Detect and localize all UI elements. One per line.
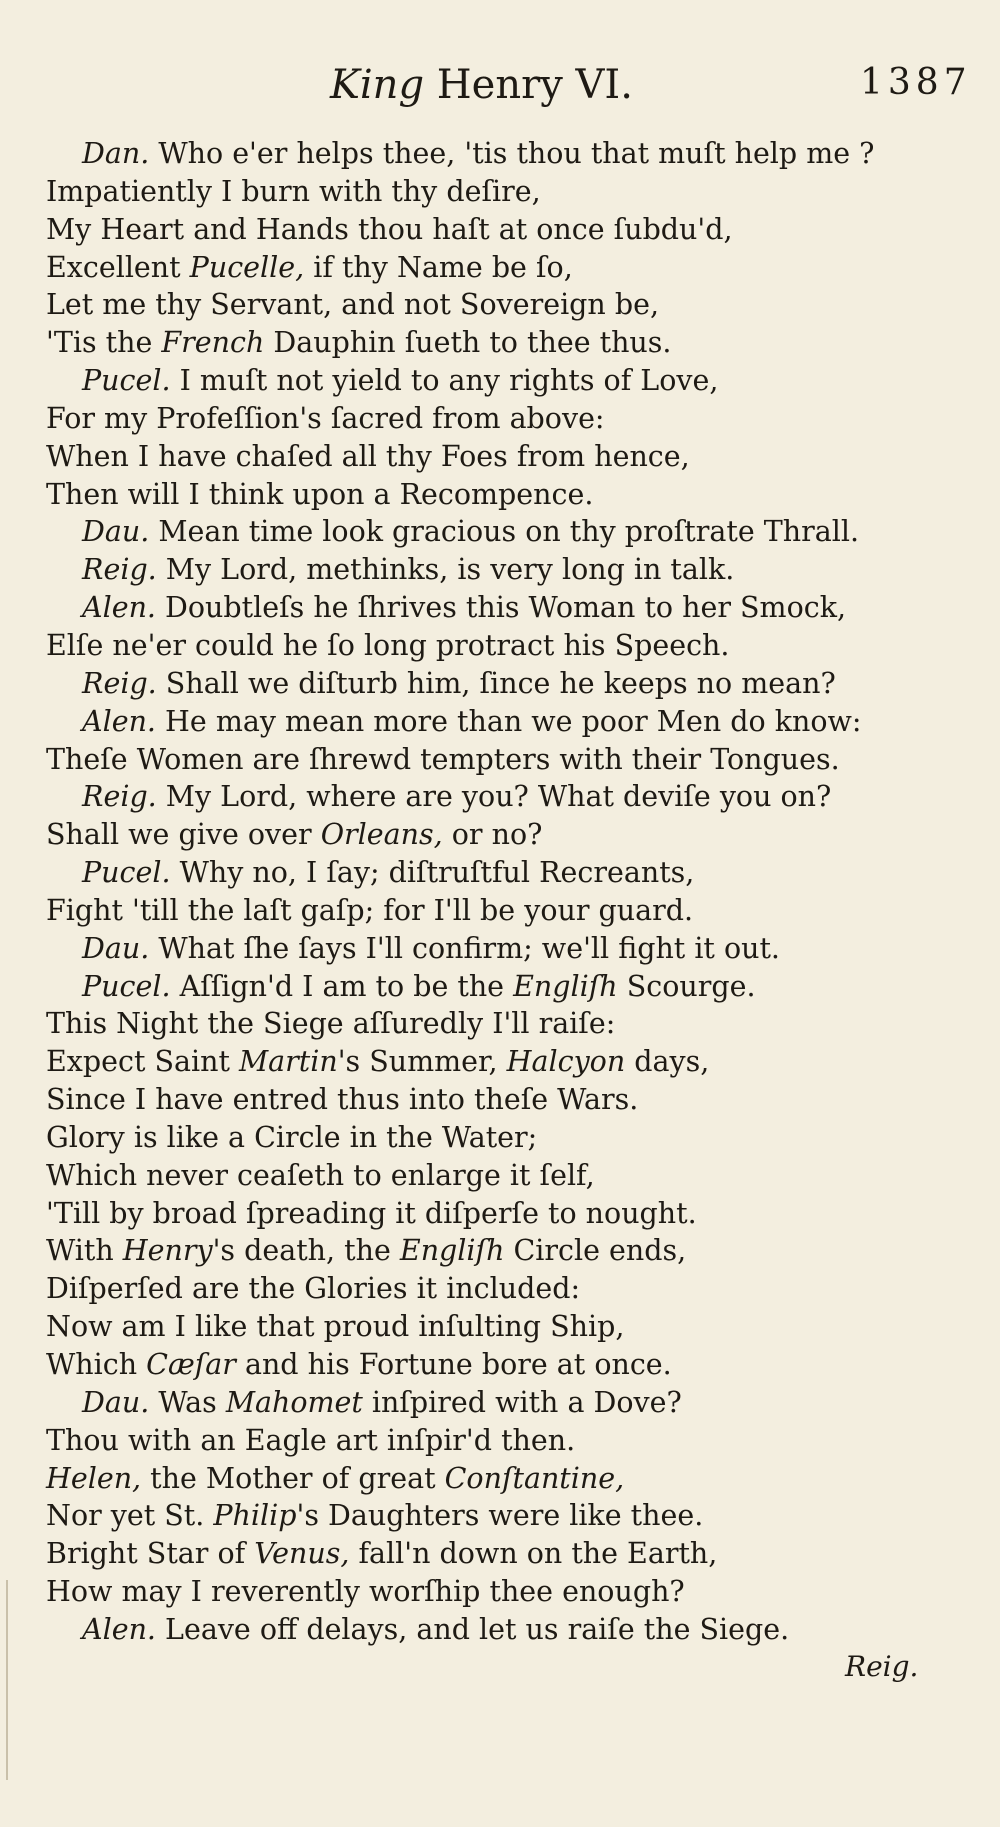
italic-text: Reig. <box>82 553 157 587</box>
verse-text <box>46 135 956 1649</box>
verse-line <box>46 589 956 627</box>
roman-text: Why no, I ſay; diſtruſtful Recreants, <box>170 856 695 890</box>
roman-text: This Night the Siege aſſuredly I'll raiſe: <box>46 1007 616 1041</box>
roman-text: Aſſign'd I am to be the <box>170 969 514 1003</box>
roman-text: My Lord, methinks, is very long in talk. <box>156 553 735 587</box>
roman-text: and his Fortune bore at once. <box>235 1348 672 1381</box>
margin-edge <box>6 1580 8 1780</box>
italic-text: Mahomet <box>225 1385 363 1419</box>
verse-line <box>46 1346 956 1384</box>
verse-line <box>46 476 956 514</box>
roman-text: the Mother of great <box>141 1461 445 1495</box>
verse-line <box>46 249 956 287</box>
roman-text: 's Daughters were like thee. <box>296 1499 704 1533</box>
verse-line <box>46 741 956 779</box>
roman-text: Which <box>46 1348 147 1381</box>
italic-text: Conſtantine, <box>444 1461 625 1495</box>
verse-line <box>46 930 956 968</box>
verse-line <box>46 551 956 589</box>
roman-text: Bright Star of <box>46 1537 255 1571</box>
roman-text: Which never ceaſeth to enlarge it ſelf, <box>46 1158 595 1192</box>
verse-line <box>46 778 956 816</box>
italic-text: Martin <box>238 1045 338 1079</box>
roman-text: Thou with an Eagle art inſpir'd then. <box>46 1423 576 1457</box>
italic-text: Cæſar <box>146 1348 236 1381</box>
catchword: Reig. <box>845 1650 919 1683</box>
verse-line <box>46 135 956 173</box>
verse-line <box>46 1157 956 1195</box>
verse-line <box>46 286 956 324</box>
roman-text: Who e'er helps thee, 'tis thou that muſt help me ? <box>149 137 875 170</box>
verse-line <box>46 703 956 741</box>
roman-text: What ſhe ſays I'll confirm; we'll fight it out. <box>149 931 780 965</box>
roman-text: Scourge. <box>617 969 756 1003</box>
roman-text: Expect Saint <box>46 1045 239 1079</box>
verse-line <box>46 1422 956 1460</box>
verse-line <box>46 1043 956 1081</box>
italic-text: Henry <box>122 1234 213 1268</box>
roman-text: With <box>46 1234 123 1268</box>
verse-line <box>46 1573 956 1611</box>
running-title <box>330 62 633 108</box>
verse-line <box>46 1232 956 1270</box>
verse-line <box>46 400 956 438</box>
italic-text: Pucel. <box>82 364 171 398</box>
italic-text: Pucelle, <box>189 250 305 284</box>
roman-text: For my Profeſſion's ſacred from above: <box>46 401 605 435</box>
roman-text: Theſe Women are ſhrewd tempters with their Tongues. <box>46 742 840 776</box>
verse-line <box>46 211 956 249</box>
verse-line <box>46 1195 956 1233</box>
italic-text: Alen. <box>82 1612 156 1646</box>
verse-line <box>46 1497 956 1535</box>
verse-line <box>46 1535 956 1573</box>
roman-text: Diſperſed are the Glories it included: <box>46 1272 581 1306</box>
verse-line <box>46 1081 956 1119</box>
roman-text: Impatiently I burn with thy deſire, <box>46 174 541 208</box>
roman-text: Glory is like a Circle in the Water; <box>46 1120 538 1154</box>
roman-text: When I have chaſed all thy Foes from hence, <box>46 439 690 473</box>
verse-line <box>46 1460 956 1498</box>
verse-line <box>46 627 956 665</box>
verse-line <box>46 1005 956 1043</box>
roman-text: 's death, the <box>212 1234 400 1268</box>
italic-text: Engliſh <box>399 1234 505 1268</box>
verse-line <box>46 1308 956 1346</box>
italic-text: Dau. <box>82 931 150 965</box>
italic-text: Alen. <box>82 591 156 625</box>
italic-text: Dan. <box>82 137 150 170</box>
roman-text: Doubtleſs he ſhrives this Woman to her Smock, <box>155 591 847 625</box>
italic-text: French <box>161 326 265 360</box>
roman-text: Shall we diſturb him, ſince he keeps no mean? <box>156 666 836 700</box>
running-header <box>0 62 1000 122</box>
roman-text: Circle ends, <box>504 1234 687 1268</box>
roman-text: My Heart and Hands thou haſt at once ſubdu'd, <box>46 212 733 246</box>
verse-line <box>46 438 956 476</box>
verse-line <box>46 968 956 1006</box>
verse-line <box>46 513 956 551</box>
italic-text: Reig. <box>82 666 157 700</box>
verse-line <box>46 1270 956 1308</box>
italic-text: Helen, <box>46 1461 142 1495</box>
roman-text: Dauphin ſueth to thee thus. <box>264 326 672 360</box>
roman-text: Fight 'till the laſt gaſp; for I'll be your guard. <box>46 893 694 927</box>
roman-text: days, <box>625 1045 710 1079</box>
roman-text: Was <box>149 1385 226 1419</box>
roman-text: 's Summer, <box>337 1045 507 1079</box>
italic-text: Dau. <box>82 1385 150 1419</box>
verse-line <box>46 854 956 892</box>
roman-text: Excellent <box>46 250 190 284</box>
italic-text: Alen. <box>82 704 156 738</box>
roman-text: if thy Name be ſo, <box>304 250 573 284</box>
verse-line <box>46 362 956 400</box>
roman-text: My Lord, where are you? What deviſe you on? <box>156 780 832 814</box>
verse-line <box>46 816 956 854</box>
page-number: 1387 <box>860 62 972 103</box>
verse-line <box>46 1119 956 1157</box>
verse-line <box>46 173 956 211</box>
italic-text: Orleans, <box>320 818 443 852</box>
running-title-italic: King <box>330 62 425 108</box>
roman-text: 'Till by broad ſpreading it diſperſe to nought. <box>46 1196 697 1230</box>
roman-text: Shall we give over <box>46 818 321 852</box>
roman-text: I muſt not yield to any rights of Love, <box>170 364 719 398</box>
italic-text: Dau. <box>82 515 150 549</box>
roman-text: fall'n down on the Earth, <box>349 1537 718 1571</box>
verse-line <box>46 665 956 703</box>
roman-text: Let me thy Servant, and not Sovereign be, <box>46 288 660 322</box>
italic-text: Engliſh <box>513 969 618 1003</box>
roman-text: Elſe ne'er could he ſo long protract his Speech. <box>46 628 730 662</box>
italic-text: Reig. <box>82 780 157 814</box>
roman-text: Nor yet St. <box>46 1499 214 1533</box>
verse-line <box>46 1384 956 1422</box>
verse-line <box>46 892 956 930</box>
italic-text: Philip <box>213 1499 297 1533</box>
roman-text: Now am I like that proud inſulting Ship, <box>46 1310 625 1344</box>
roman-text: Then will I think upon a Recompence. <box>46 477 594 511</box>
roman-text: Since I have entred thus into theſe Wars. <box>46 1083 639 1117</box>
roman-text: How may I reverently worſhip thee enough? <box>46 1575 685 1609</box>
roman-text: Leave off delays, and let us raiſe the Siege. <box>155 1612 790 1646</box>
roman-text: Mean time look gracious on thy proſtrate Thrall. <box>149 515 860 549</box>
roman-text: He may mean more than we poor Men do know: <box>155 704 862 738</box>
italic-text: Halcyon <box>506 1045 626 1079</box>
italic-text: Pucel. <box>82 969 171 1003</box>
running-title-rest: Henry VI. <box>424 62 633 108</box>
italic-text: Pucel. <box>82 856 171 890</box>
roman-text: 'Tis the <box>46 326 162 360</box>
verse-line <box>46 324 956 362</box>
verse-line <box>46 1611 956 1649</box>
italic-text: Venus, <box>254 1537 350 1571</box>
roman-text: inſpired with a Dove? <box>362 1385 682 1419</box>
roman-text: or no? <box>442 818 543 852</box>
